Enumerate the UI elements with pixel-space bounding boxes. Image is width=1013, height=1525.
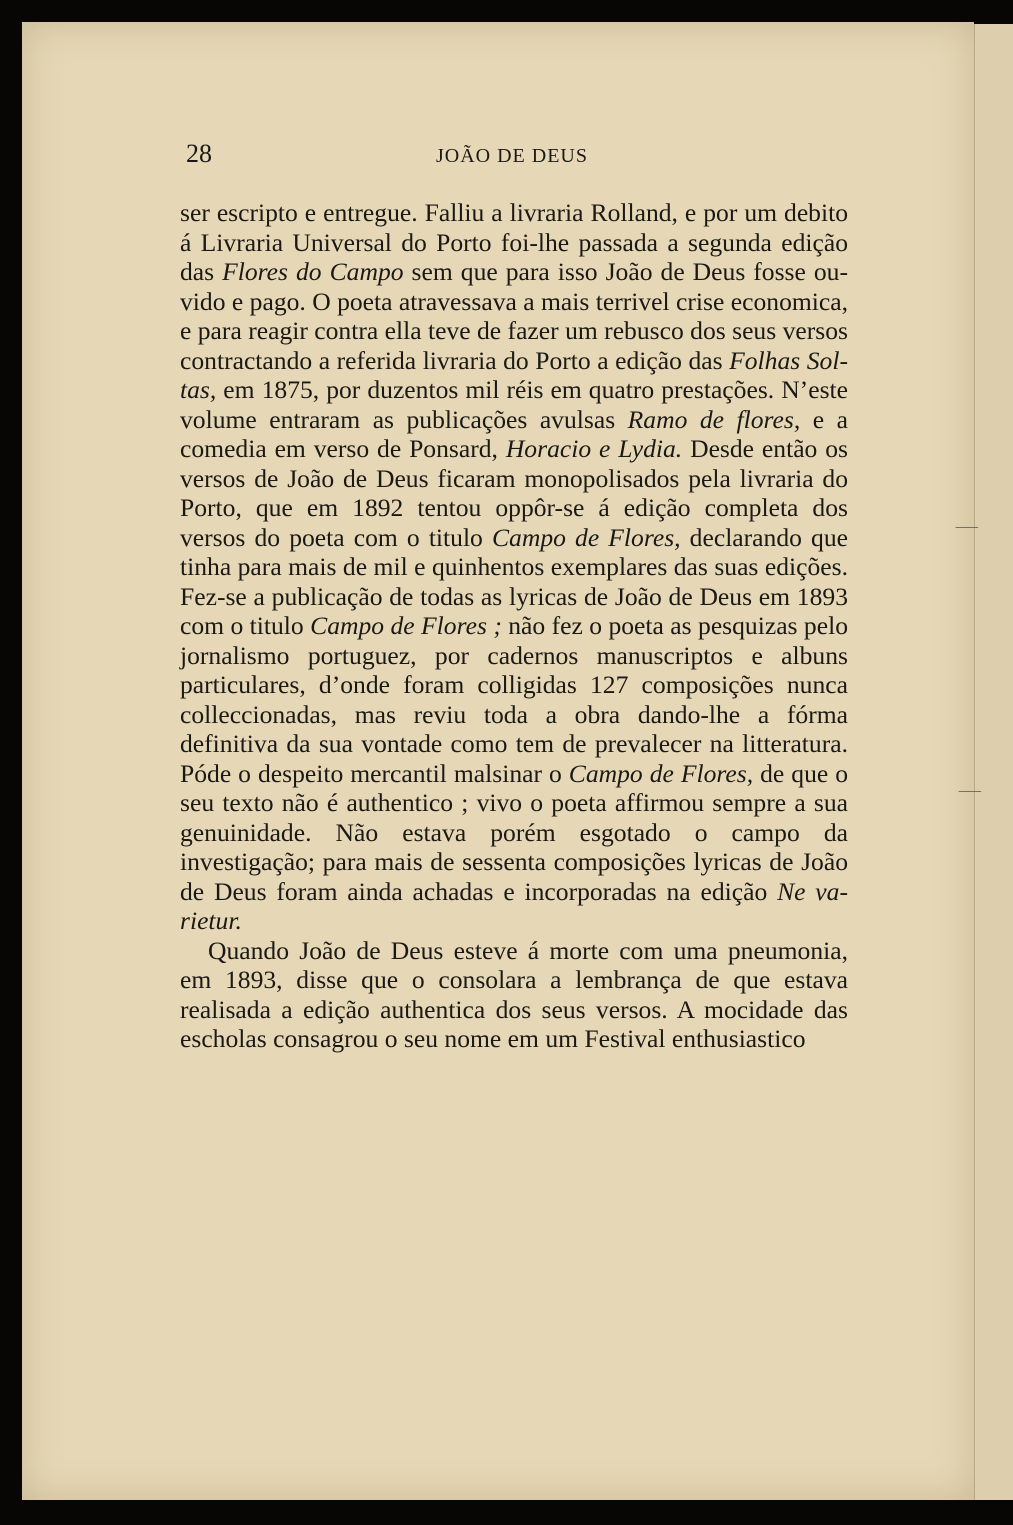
italic-title: Campo de Flores, — [568, 758, 754, 788]
italic-title: Folhas Soltas, — [180, 345, 848, 404]
margin-mark-icon: ⸺ — [955, 519, 979, 535]
text-run: ser escripto e entregue. Falliu a livraria Rolland, e por um debito á Livraria Universal do Porto foi-lhe passada a segunda edição das — [180, 198, 848, 286]
facing-page-edge — [974, 24, 1013, 1500]
italic-title: Horacio e Lydia. — [505, 434, 683, 463]
italic-title: Ramo de flores, — [627, 404, 801, 434]
italic-title: Campo de Flores, — [491, 522, 681, 552]
running-head — [186, 138, 848, 172]
italic-title: Flores do Campo — [222, 257, 404, 286]
italic-title: Campo de Flores ; — [310, 611, 502, 640]
paragraph — [180, 936, 848, 1054]
text-run: em 1875, por duzentos mil réis em quatro prestações. N’este volume entraram as publicações avulsas — [180, 375, 848, 434]
text-run: sem que para isso João de Deus fosse ouvido e pago. O poeta atravessava a mais terrivel crise economica, e para reagir contra ella teve de fazer um rebusco dos seus versos contractando a referida livraria do Porto a edição das — [180, 257, 849, 375]
text-run: não fez o poeta as pesquizas pelo jornalismo portuguez, por cadernos manuscriptos e albuns particulares, d’onde foram colligidas 127 composições nunca colleccionadas, mas reviu toda a obra dando-lhe a fórma definitiva da sua vontade como tem de prevalecer na litteratura. Póde o despeito mercantil malsinar o — [180, 611, 848, 788]
body-text — [180, 198, 848, 1054]
margin-mark-icon: ⸺ — [958, 783, 982, 799]
text-run: Desde então os versos de João de Deus ficaram monopolisados pela livraria do Porto, que em 1892 tentou oppôr-se á edição completa dos versos do poeta com o titulo — [180, 434, 848, 552]
italic-title: Ne varietur. — [180, 876, 848, 935]
page-number: 28 — [186, 139, 212, 168]
running-title: JOÃO DE DEUS — [436, 145, 588, 167]
text-run: de que o seu texto não é authentico ; vivo o poeta affirmou sempre a sua genuinidade. Não estava porém esgotado o campo da investigação; para mais de sessenta composições lyricas de João de Deus foram ainda achadas e incorporadas na edição — [180, 758, 849, 906]
text-run: Quando João de Deus esteve á morte com uma pneumonia, em 1893, disse que o consolara a lembrança de que estava realisada a edição authentica dos seus versos. A mocidade das escholas consagrou o seu nome em um Festival enthusiastico — [180, 935, 848, 1053]
paragraph — [180, 198, 848, 936]
text-run: declarando que tinha para mais de mil e quinhentos exemplares das suas edições. Fez-se a publicação de todas as lyricas de João de Deus em 1893 com o titulo — [180, 522, 848, 640]
text-run: e a comedia em verso de Ponsard, — [180, 404, 848, 463]
